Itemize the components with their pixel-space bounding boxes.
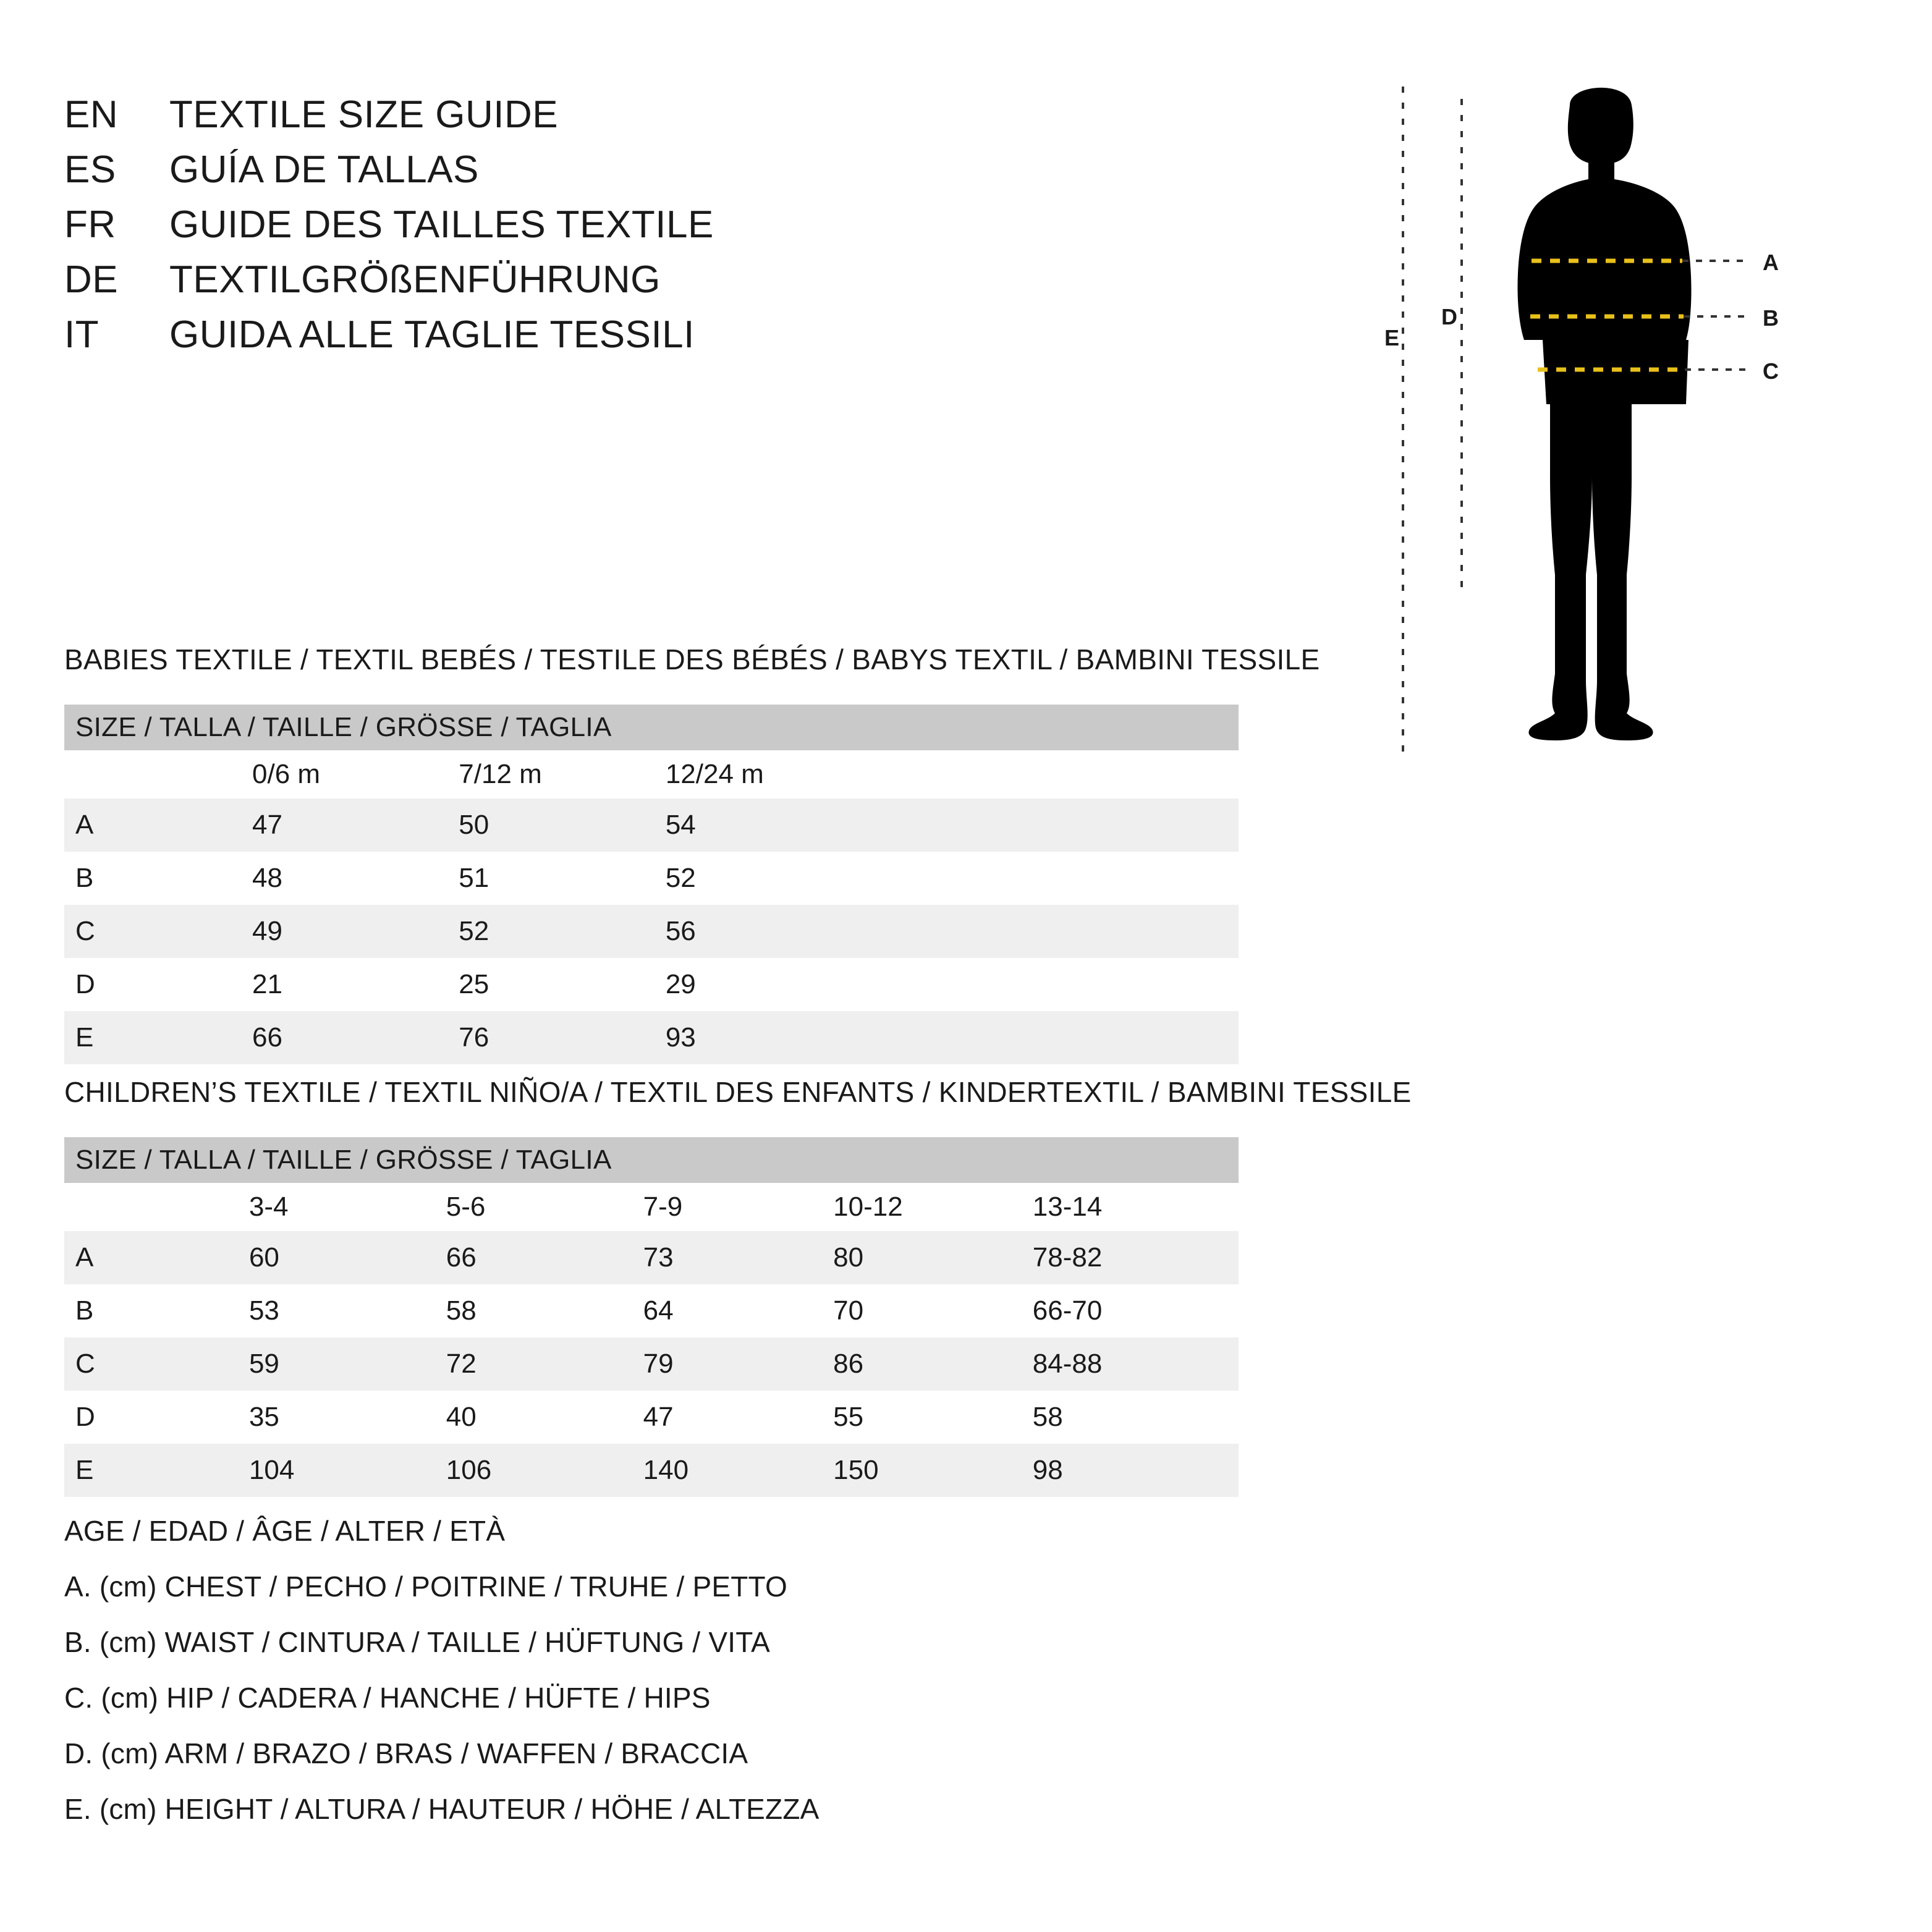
language-code: DE: [64, 258, 119, 301]
cell-value: 106: [422, 1444, 619, 1497]
cell-value: 48: [252, 863, 282, 893]
legend-line: C. (cm) HIP / CADERA / HANCHE / HÜFTE / HIPS: [64, 1682, 711, 1714]
table-row: [64, 1011, 1239, 1064]
children-column-header: 13-14: [1032, 1192, 1103, 1222]
cell-value: 52: [434, 905, 641, 958]
spacer-cell: [64, 750, 135, 799]
cell-value: 140: [619, 1444, 809, 1497]
cell-value: 76: [434, 1011, 641, 1064]
legend-line: AGE / EDAD / ÂGE / ALTER / ETÀ: [64, 1515, 506, 1547]
cell-value: 55: [833, 1402, 864, 1432]
measurement-figure: [1384, 80, 1866, 773]
cell-value: 50: [434, 799, 641, 852]
cell-value: 98: [1008, 1444, 1239, 1497]
spacer-cell: [64, 1183, 132, 1231]
language-title-list: [64, 93, 1115, 368]
cell-value: 35: [248, 1402, 279, 1432]
figure-label-b: B: [1763, 305, 1779, 331]
cell-value: 64: [643, 1295, 674, 1326]
cell-value: 53: [248, 1295, 279, 1326]
table-row: [64, 958, 1239, 1011]
children-size-table: [64, 1137, 1239, 1497]
table-row: [64, 905, 1239, 958]
table-band-row: [64, 1137, 1239, 1183]
cell-value: 60: [132, 1231, 422, 1284]
table-row: [64, 1337, 1239, 1391]
cell-value: 93: [641, 1011, 1239, 1064]
cell-value: 25: [459, 969, 489, 999]
cell-value: 58: [1032, 1402, 1063, 1432]
cell-value: 66: [135, 1011, 434, 1064]
table-row: [64, 1391, 1239, 1444]
child-silhouette-icon: [1384, 80, 1866, 773]
measurement-legend: [64, 1514, 1300, 1848]
legend-line: E. (cm) HEIGHT / ALTURA / HAUTEUR / HÖHE / ALTEZZA: [64, 1793, 820, 1825]
language-title: TEXTILGRÖßENFÜHRUNG: [169, 258, 661, 301]
cell-value: 80: [808, 1231, 1008, 1284]
figure-label-d: D: [1441, 304, 1457, 329]
legend-line: D. (cm) ARM / BRAZO / BRAS / WAFFEN / BRACCIA: [64, 1737, 748, 1769]
table-row: [64, 1284, 1239, 1337]
legend-line: A. (cm) CHEST / PECHO / POITRINE / TRUHE / PETTO: [64, 1570, 787, 1603]
language-row: [64, 148, 1115, 192]
cell-value: 73: [619, 1231, 809, 1284]
cell-value: 72: [422, 1337, 619, 1391]
table-header-row: [64, 1183, 1239, 1231]
figure-label-e: E: [1384, 325, 1400, 350]
language-code: EN: [64, 93, 119, 136]
language-code: IT: [64, 313, 100, 356]
row-label: D: [75, 1402, 95, 1432]
table-band-row: [64, 705, 1239, 750]
cell-value: 56: [641, 905, 1239, 958]
row-label: B: [75, 863, 94, 893]
language-code: FR: [64, 203, 116, 246]
row-label: C: [64, 1337, 132, 1391]
children-column-header: 3-4: [248, 1192, 289, 1222]
cell-value: 52: [665, 863, 696, 893]
children-band-label: SIZE / TALLA / TAILLE / GRÖSSE / TAGLIA: [64, 1137, 1239, 1183]
cell-value: 78-82: [1008, 1231, 1239, 1284]
table-row: [64, 1231, 1239, 1284]
cell-value: 59: [132, 1337, 422, 1391]
cell-value: 70: [833, 1295, 864, 1326]
row-label: B: [75, 1295, 94, 1326]
cell-value: 51: [459, 863, 489, 893]
row-label: A: [64, 1231, 132, 1284]
cell-value: 66-70: [1032, 1295, 1103, 1326]
babies-size-table: [64, 705, 1239, 1064]
language-row: [64, 93, 1115, 137]
children-column-header: 10-12: [833, 1192, 903, 1222]
row-label: C: [64, 905, 135, 958]
table-row: [64, 1444, 1239, 1497]
cell-value: 150: [808, 1444, 1008, 1497]
cell-value: 84-88: [1008, 1337, 1239, 1391]
language-title: TEXTILE SIZE GUIDE: [169, 93, 559, 136]
language-title: GUIDA ALLE TAGLIE TESSILI: [169, 313, 695, 356]
legend-line: B. (cm) WAIST / CINTURA / TAILLE / HÜFTUNG / VITA: [64, 1626, 771, 1658]
cell-value: 104: [132, 1444, 422, 1497]
cell-value: 40: [446, 1402, 477, 1432]
babies-column-header: 12/24 m: [665, 759, 764, 789]
cell-value: 66: [422, 1231, 619, 1284]
babies-section-title: BABIES TEXTILE / TEXTIL BEBÉS / TESTILE DES BÉBÉS / BABYS TEXTIL / BAMBINI TESSILE: [64, 643, 1320, 676]
language-row: [64, 313, 1115, 357]
language-code: ES: [64, 148, 116, 191]
babies-column-header: 0/6 m: [252, 759, 321, 789]
language-row: [64, 203, 1115, 247]
cell-value: 29: [665, 969, 696, 999]
language-title: GUÍA DE TALLAS: [169, 148, 479, 191]
cell-value: 49: [135, 905, 434, 958]
row-label: A: [64, 799, 135, 852]
cell-value: 47: [643, 1402, 674, 1432]
language-row: [64, 258, 1115, 302]
cell-value: 86: [808, 1337, 1008, 1391]
row-label: E: [64, 1444, 132, 1497]
figure-label-a: A: [1763, 250, 1779, 275]
cell-value: 54: [641, 799, 1239, 852]
table-row: [64, 852, 1239, 905]
cell-value: 47: [135, 799, 434, 852]
table-row: [64, 799, 1239, 852]
babies-column-header: 7/12 m: [459, 759, 542, 789]
language-title: GUIDE DES TAILLES TEXTILE: [169, 203, 714, 246]
babies-band-label: SIZE / TALLA / TAILLE / GRÖSSE / TAGLIA: [64, 705, 1239, 750]
cell-value: 79: [619, 1337, 809, 1391]
children-section-title: CHILDREN’S TEXTILE / TEXTIL NIÑO/A / TEXTIL DES ENFANTS / KINDERTEXTIL / BAMBINI TESSILE: [64, 1076, 1412, 1108]
cell-value: 58: [446, 1295, 477, 1326]
children-column-header: 7-9: [643, 1192, 683, 1222]
cell-value: 21: [252, 969, 282, 999]
row-label: D: [75, 969, 95, 999]
row-label: E: [64, 1011, 135, 1064]
table-header-row: [64, 750, 1239, 799]
figure-label-c: C: [1763, 358, 1779, 384]
children-column-header: 5-6: [446, 1192, 486, 1222]
